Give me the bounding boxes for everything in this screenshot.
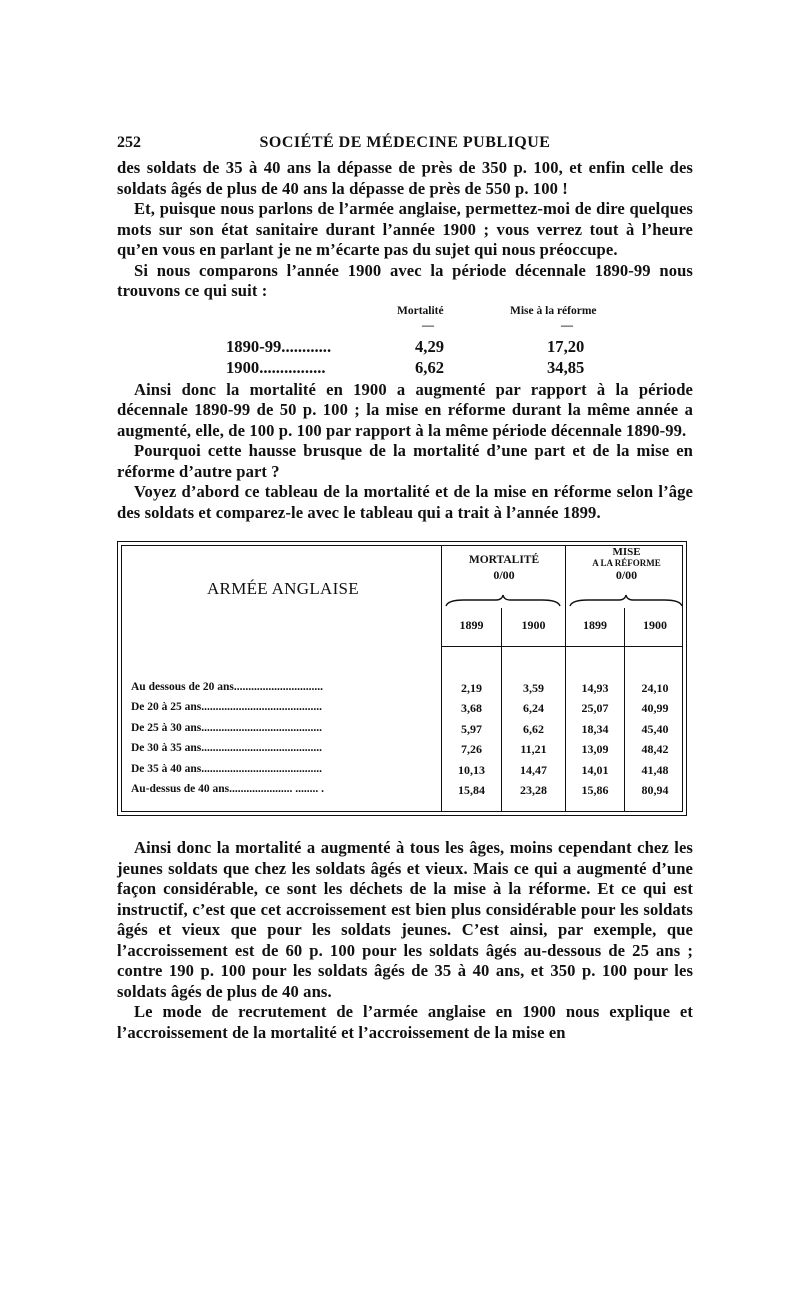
running-title: SOCIÉTÉ DE MÉDECINE PUBLIQUE — [259, 134, 551, 151]
table-cell: 13,09 — [581, 742, 609, 757]
group-unit: 0/00 — [493, 568, 515, 582]
table-cell: 18,34 — [581, 721, 609, 736]
reforme-value: 17,20 — [547, 336, 585, 356]
year-header: 1900 — [521, 618, 546, 632]
page — [117, 134, 693, 1043]
dash: — — [561, 317, 573, 332]
reforme-group-header — [567, 546, 686, 583]
table-cell: 7,26 — [461, 742, 482, 757]
age-group-label: De 20 à 25 ans.......................................... — [131, 701, 323, 714]
table-cell: 14,01 — [581, 762, 609, 777]
period-label: 1900................ — [226, 357, 326, 377]
bottom-paragraphs — [117, 838, 693, 1043]
table-cell: 25,07 — [581, 701, 609, 716]
year-header: 1900 — [643, 618, 667, 632]
table-cell: 3,68 — [461, 701, 482, 716]
table-cell: 5,97 — [461, 721, 482, 736]
paragraph: Le mode de recrutement de l’armée anglaise en 1900 nous explique et l’accroissement de la mortalité et l’accroissement de la mise en — [117, 1002, 693, 1042]
table-cell: 11,21 — [520, 742, 547, 757]
mortalite-value: 4,29 — [415, 336, 445, 356]
brace — [568, 594, 684, 610]
army-table — [117, 541, 687, 816]
age-group-label: De 30 à 35 ans.......................................... — [131, 742, 323, 755]
group-subtitle: A LA RÉFORME — [592, 558, 661, 568]
page-number: 252 — [117, 134, 141, 151]
age-group-label: De 25 à 30 ans.......................................... — [131, 721, 323, 734]
age-group-label: Au-dessus de 40 ans...................... ........ . — [131, 783, 324, 795]
period-label: 1890-99............ — [226, 336, 332, 356]
table-cell: 6,24 — [523, 701, 544, 716]
comparison-table — [117, 302, 693, 380]
brace — [444, 594, 562, 610]
header-rule — [441, 646, 683, 647]
table-cell: 45,40 — [641, 721, 669, 736]
table-cell: 41,48 — [641, 762, 669, 777]
table-cell: 14,93 — [581, 681, 609, 695]
running-header — [117, 134, 693, 158]
paragraph: Si nous comparons l’année 1900 avec la période décennale 1890-99 nous trouvons ce qui suit : — [117, 260, 693, 300]
paragraph: Ainsi donc la mortalité a augmenté à tous les âges, moins cependant chez les jeunes soldats que chez les soldats âgés et vieux. Mais ce qui a augmenté d’une façon considérable, ce sont les déchets de la mise à la réforme. Et ce qui est instructif, c’est que cet accroissement est bien plus considérable pour les soldats âgés et vieux que pour les soldats jeunes. C’est ainsi, par exemple, que l’accroissement est de 60 p. 100 pour les soldats âgés au-dessous de 25 ans ; contre 190 p. 100 pour les soldats âgés de 35 à 40 ans, et 350 p. 100 pour les soldats âgés de plus de 40 ans. — [117, 838, 693, 1001]
table-title: ARMÉE ANGLAISE — [206, 579, 359, 598]
paragraph: Voyez d’abord ce tableau de la mortalité et de la mise en réforme selon l’âge des soldats et comparez-le avec le tableau qui a trait à l’année 1899. — [117, 482, 693, 522]
comparison-row — [117, 337, 693, 359]
group-unit: 0/00 — [615, 568, 638, 582]
paragraph: Pourquoi cette hausse brusque de la mortalité d’une part et de la mise en réforme d’autre part ? — [117, 441, 693, 481]
paragraph: des soldats de 35 à 40 ans la dépasse de près de 350 p. 100, et enfin celle des soldats âgés de plus de 40 ans la dépasse de près de 550 p. 100 ! — [117, 158, 693, 198]
table-cell: 3,59 — [523, 681, 544, 695]
mortalite-header: Mortalité — [397, 304, 444, 317]
reforme-value: 34,85 — [547, 357, 585, 377]
paragraph: Et, puisque nous parlons de l’armée anglaise, permettez-moi de dire quelques mots sur son état sanitaire durant l’année 1900 ; vous verrez tout à l’heure qu’en vous en parlant je ne m’écarte pas du sujet qui nous préoccupe. — [117, 199, 693, 259]
mortalite-value: 6,62 — [415, 357, 445, 377]
mortalite-group-header — [443, 554, 565, 583]
top-paragraphs — [117, 158, 693, 302]
group-title: MORTALITÉ — [468, 554, 540, 566]
table-cell: 80,94 — [641, 783, 669, 797]
table-cell: 10,13 — [458, 762, 485, 777]
table-cell: 15,84 — [458, 783, 485, 797]
table-cell: 24,10 — [641, 681, 669, 695]
age-group-label: De 35 à 40 ans.......................................... — [131, 762, 323, 775]
table-cell: 40,99 — [641, 701, 669, 716]
dash: — — [422, 317, 434, 332]
table-cell: 48,42 — [641, 742, 669, 757]
table-cell: 6,62 — [523, 721, 544, 736]
reforme-header: Mise à la réforme — [510, 304, 597, 317]
table-cell: 15,86 — [581, 783, 609, 797]
group-title: MISE — [612, 546, 641, 558]
table-cell: 23,28 — [520, 783, 547, 797]
year-header: 1899 — [583, 618, 607, 632]
middle-paragraphs — [117, 380, 693, 524]
year-header: 1899 — [459, 618, 484, 632]
age-group-label: Au dessous de 20 ans............................... — [131, 681, 324, 693]
table-cell: 2,19 — [461, 681, 482, 695]
paragraph: Ainsi donc la mortalité en 1900 a augmenté par rapport à la période décennale 1890-99 de 50 p. 100 ; la mise en réforme durant la même année a augmenté, elle, de 100 p. 100 par rapport à la même période décennale 1890-99. — [117, 379, 693, 440]
table-cell: 14,47 — [520, 762, 547, 777]
comparison-row — [117, 358, 693, 380]
